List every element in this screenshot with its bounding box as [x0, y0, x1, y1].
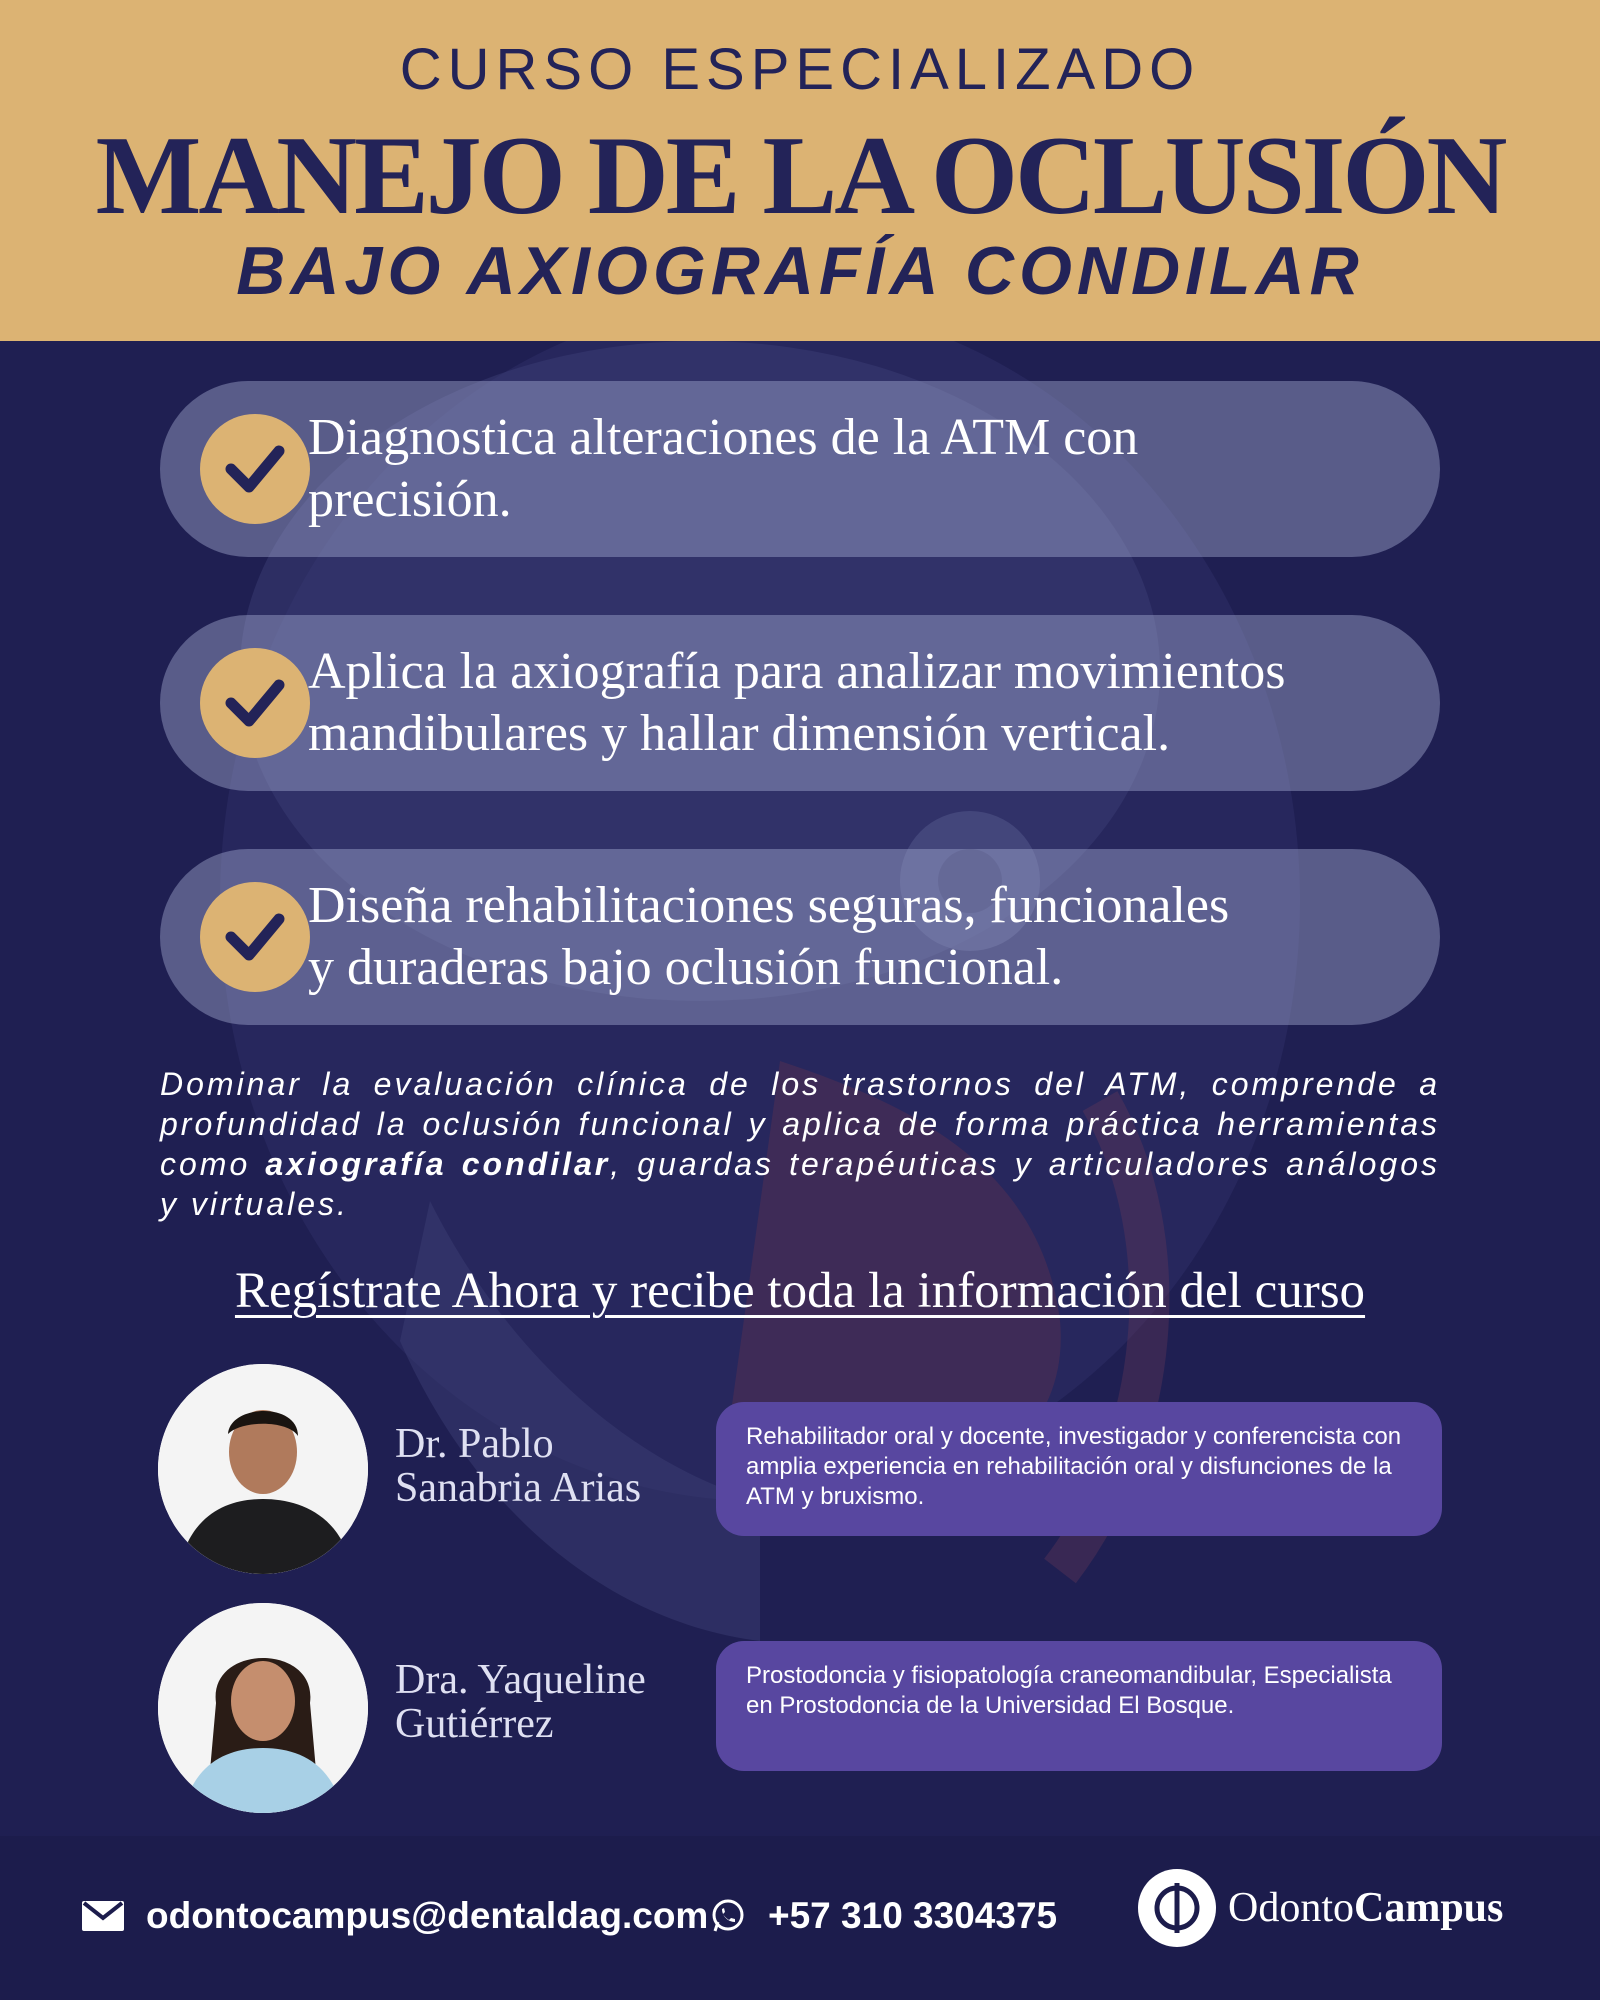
check-icon: [200, 882, 310, 992]
brand-name: OdontoCampus: [1228, 1885, 1504, 1931]
speaker-name-pablo: Dr. Pablo Sanabria Arias: [395, 1421, 642, 1511]
envelope-icon: [82, 1901, 124, 1931]
email-contact[interactable]: [82, 1886, 708, 1946]
odontocampus-logo: [1138, 1878, 1503, 1938]
speaker-bio-pablo: Rehabilitador oral y docente, investigador y conferencista con amplia experiencia en rehabilitación oral y disfunciones de la ATM y bruxismo.: [716, 1402, 1442, 1536]
benefit-pill-2: [160, 615, 1440, 791]
course-kicker: CURSO ESPECIALIZADO: [399, 37, 1201, 102]
benefit-pill-3: [160, 849, 1440, 1025]
header-banner: [0, 0, 1600, 341]
benefit-text: Diseña rehabilitaciones seguras, funcionales y duraderas bajo oclusión funcional.: [308, 877, 1230, 996]
speaker-photo-pablo: [158, 1364, 368, 1574]
register-cta-link[interactable]: Regístrate Ahora y recibe toda la información del curso: [234, 1263, 1366, 1319]
email-address: odontocampus@dentaldag.com: [146, 1895, 709, 1936]
whatsapp-icon: [710, 1898, 746, 1934]
benefit-pill-1: [160, 381, 1440, 557]
footer-bar: [0, 1836, 1600, 2000]
phone-number: +57 310 3304375: [768, 1895, 1058, 1936]
check-icon: [200, 414, 310, 524]
description-highlight: axiografía condilar: [265, 1146, 611, 1182]
course-subtitle: BAJO AXIOGRAFÍA CONDILAR: [236, 233, 1364, 309]
speaker-photo-yaqueline: [158, 1603, 368, 1813]
course-description: Dominar la evaluación clínica de los trastornos del ATM, comprende a profundidad la oclusión funcional y aplica de forma práctica herramientas como axiografía condilar, guardas terapéuticas y articuladores análogos y virtuales.: [160, 1066, 1441, 1222]
check-icon: [200, 648, 310, 758]
phone-contact[interactable]: [710, 1886, 1057, 1946]
speaker-name-yaqueline: Dra. Yaqueline Gutiérrez: [395, 1657, 646, 1747]
course-title: MANEJO DE LA OCLUSIÓN: [95, 114, 1505, 238]
benefit-text: Aplica la axiografía para analizar movimientos mandibulares y hallar dimensión vertical.: [308, 643, 1286, 762]
logo-mark-icon: [1138, 1869, 1216, 1947]
speaker-bio-yaqueline: Prostodoncia y fisiopatología craneomandibular, Especialista en Prostodoncia de la Universidad El Bosque.: [716, 1641, 1442, 1771]
benefit-text: Diagnostica alteraciones de la ATM con precisión.: [308, 409, 1139, 528]
